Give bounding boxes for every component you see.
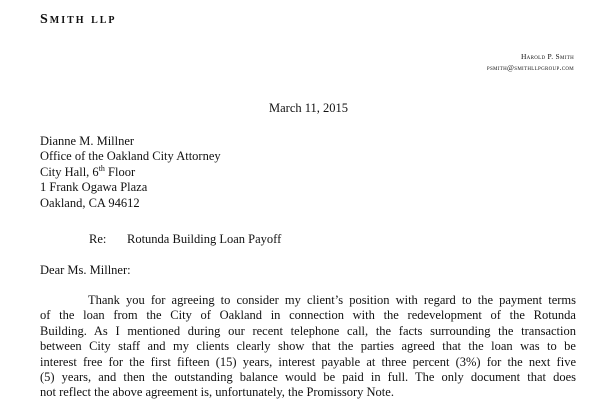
body-line: Thank you for agreeing to consider my client’s position with regard to the payment terms — [88, 293, 576, 307]
sender-name: Harold P. Smith — [520, 52, 574, 61]
re-label: Re: — [89, 232, 107, 246]
body-line: (5) years, and then the outstanding balance would be paid in full. The only document that does — [40, 370, 576, 385]
body-line: Building. As I mentioned during our recent telephone call, the facts surrounding the transaction — [40, 323, 576, 338]
body-paragraph — [40, 293, 576, 401]
recipient-office: Office of the Oakland City Attorney — [40, 149, 221, 164]
letter-date: March 11, 2015 — [269, 101, 349, 115]
body-line: of the loan from the City of Oakland in connection with the redevelopment of the Rotunda — [40, 308, 576, 323]
sender-email: psmith@smithllpgroup.com — [486, 63, 574, 72]
recipient-floor — [40, 165, 221, 180]
body-line: not reflect the above agreement is, unfortunately, the Promissory Note. — [40, 385, 394, 400]
body-line: between City staff and my clients clearly show that the parties agreed that the loan was to be — [40, 339, 576, 354]
sender-block — [487, 51, 574, 73]
re-line — [89, 232, 281, 247]
recipient-name: Dianne M. Millner — [40, 134, 135, 148]
body-line: interest free for the first fifteen (15) years, interest payable at three percent (3%) for the next five — [40, 354, 576, 369]
recipient-city: Oakland, CA 94612 — [40, 195, 140, 210]
re-subject: Rotunda Building Loan Payoff — [127, 232, 282, 246]
recipient-address — [40, 134, 221, 211]
recipient-floor-suffix: th — [98, 163, 105, 173]
recipient-floor-rest: Floor — [104, 164, 136, 179]
firm-logo: Smith llp — [40, 12, 117, 27]
recipient-street: 1 Frank Ogawa Plaza — [40, 180, 148, 195]
recipient-floor-prefix: City Hall, 6 — [40, 164, 99, 179]
salutation: Dear Ms. Millner: — [40, 263, 131, 277]
